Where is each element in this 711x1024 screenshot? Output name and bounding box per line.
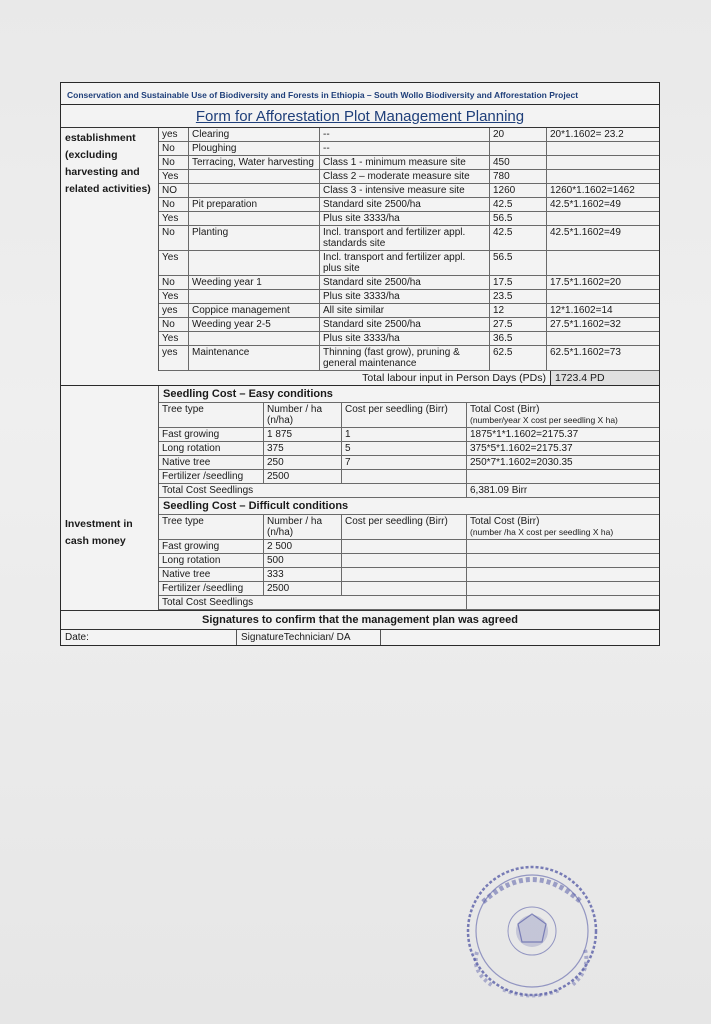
- establishment-row: [159, 318, 659, 332]
- activity-calc: [547, 212, 659, 225]
- official-stamp-icon: [463, 862, 601, 1000]
- difficult-total-row: [159, 596, 659, 610]
- easy-seedling-total: 1875*1*1.1602=2175.37: [470, 429, 579, 440]
- easy-total-label: Total Cost Seedlings: [159, 484, 467, 497]
- establishment-row: [159, 346, 659, 371]
- difficult-rows: [159, 540, 659, 596]
- total-labour-row: [61, 371, 659, 386]
- activity-yes-no: NO: [159, 184, 189, 197]
- difficult-seedling-row: [159, 540, 659, 554]
- activity-name: Ploughing: [189, 142, 320, 155]
- easy-seedling-number: 2500: [264, 470, 342, 483]
- establishment-row: [159, 276, 659, 290]
- activity-calc: 62.5*1.1602=73: [550, 347, 621, 358]
- activity-value: [490, 142, 547, 155]
- signature-field: SignatureTechnician/ DA: [237, 630, 381, 645]
- activity-standard: --: [320, 128, 490, 141]
- activity-value: 780: [490, 170, 547, 183]
- activity-standard: Class 3 - intensive measure site: [320, 184, 490, 197]
- easy-total-row: [159, 484, 659, 498]
- easy-seedling-tree-type: Fast growing: [159, 428, 264, 441]
- difficult-total-label: Total Cost Seedlings: [159, 596, 467, 609]
- difficult-h-total-sub: (number /ha X cost per seedling X ha): [470, 527, 614, 537]
- establishment-row: [159, 212, 659, 226]
- activity-calc: [547, 156, 659, 169]
- establishment-row: [159, 332, 659, 346]
- activity-name: [189, 251, 320, 275]
- activity-calc: 20*1.1602= 23.2: [550, 129, 624, 140]
- difficult-h-total: Total Cost (Birr): [470, 516, 540, 527]
- easy-seedling-cost: 1: [342, 428, 467, 441]
- difficult-h-cost: Cost per seedling (Birr): [342, 515, 467, 539]
- difficult-seedling-total: [467, 582, 659, 595]
- activity-value: 62.5: [490, 346, 547, 370]
- easy-seedling-cost: 7: [342, 456, 467, 469]
- activity-standard: --: [320, 142, 490, 155]
- easy-seedling-number: 375: [264, 442, 342, 455]
- date-field: Date:: [61, 630, 237, 645]
- activity-calc: [547, 332, 659, 345]
- project-header: Conservation and Sustainable Use of Biodiversity and Forests in Ethiopia – South Wollo Biodiversity and Afforestation Project: [61, 83, 659, 105]
- signatures-label: Signatures to confirm that the management plan was agreed: [61, 610, 659, 630]
- establishment-rows: [159, 128, 659, 371]
- activity-standard: Standard site 2500/ha: [320, 318, 490, 331]
- establishment-row: [159, 251, 659, 276]
- establishment-row: [159, 156, 659, 170]
- activity-standard: Thinning (fast grow), pruning & general maintenance: [320, 346, 490, 370]
- activity-value: 23.5: [490, 290, 547, 303]
- difficult-seedling-number: 2 500: [264, 540, 342, 553]
- difficult-seedling-tree-type: Fast growing: [159, 540, 264, 553]
- activity-value: 42.5: [490, 198, 547, 211]
- easy-seedling-row: [159, 456, 659, 470]
- activity-name: Weeding year 2-5: [189, 318, 320, 331]
- activity-yes-no: No: [159, 198, 189, 211]
- activity-value: 36.5: [490, 332, 547, 345]
- activity-name: Terracing, Water harvesting: [189, 156, 320, 169]
- easy-seedling-total: 250*7*1.1602=2030.35: [470, 457, 573, 468]
- difficult-seedling-row: [159, 568, 659, 582]
- establishment-row: [159, 226, 659, 251]
- easy-h-total-sub: (number/year X cost per seedling X ha): [470, 415, 618, 425]
- activity-name: [189, 170, 320, 183]
- easy-h-number: Number / ha (n/ha): [264, 403, 342, 427]
- establishment-section: [61, 128, 659, 371]
- activity-name: Planting: [189, 226, 320, 250]
- activity-value: 1260: [490, 184, 547, 197]
- easy-seedling-cost: 5: [342, 442, 467, 455]
- activity-value: 56.5: [490, 212, 547, 225]
- establishment-label: establishment (excluding harvesting and related activities): [61, 128, 159, 371]
- activity-standard: Incl. transport and fertilizer appl. standards site: [320, 226, 490, 250]
- easy-header-row: [159, 403, 659, 428]
- easy-seedling-row: [159, 442, 659, 456]
- difficult-seedling-cost: [342, 582, 467, 595]
- activity-value: 12: [490, 304, 547, 317]
- activity-yes-no: Yes: [159, 332, 189, 345]
- difficult-seedling-cost: [342, 554, 467, 567]
- activity-yes-no: No: [159, 156, 189, 169]
- activity-yes-no: Yes: [159, 170, 189, 183]
- easy-seedling-number: 1 875: [264, 428, 342, 441]
- investment-label: Investment in cash money: [61, 386, 159, 610]
- signature-footer: [61, 630, 659, 645]
- activity-yes-no: No: [159, 276, 189, 289]
- activity-name: Coppice management: [189, 304, 320, 317]
- difficult-seedling-number: 2500: [264, 582, 342, 595]
- activity-yes-no: yes: [159, 346, 189, 370]
- easy-seedling-tree-type: Native tree: [159, 456, 264, 469]
- activity-standard: Incl. transport and fertilizer appl. plus site: [320, 251, 490, 275]
- activity-standard: Standard site 2500/ha: [320, 198, 490, 211]
- difficult-seedling-cost: [342, 540, 467, 553]
- establishment-row: [159, 198, 659, 212]
- easy-seedling-cost: [342, 470, 467, 483]
- easy-seedling-total: [467, 470, 659, 483]
- difficult-h-number: Number / ha (n/ha): [264, 515, 342, 539]
- difficult-h-tree: Tree type: [159, 515, 264, 539]
- difficult-seedling-cost: [342, 568, 467, 581]
- activity-standard: Class 2 – moderate measure site: [320, 170, 490, 183]
- easy-seedling-number: 250: [264, 456, 342, 469]
- activity-yes-no: No: [159, 318, 189, 331]
- difficult-seedling-row: [159, 582, 659, 596]
- easy-seedling-tree-type: Fertilizer /seedling: [159, 470, 264, 483]
- difficult-header-row: [159, 515, 659, 540]
- total-labour-label: Total labour input in Person Days (PDs): [362, 372, 546, 384]
- activity-name: Weeding year 1: [189, 276, 320, 289]
- form-title: Form for Afforestation Plot Management Planning: [61, 105, 659, 128]
- activity-yes-no: No: [159, 226, 189, 250]
- activity-calc: 27.5*1.1602=32: [550, 319, 621, 330]
- difficult-section-title: Seedling Cost – Difficult conditions: [159, 498, 659, 515]
- difficult-seedling-number: 500: [264, 554, 342, 567]
- establishment-row: [159, 128, 659, 142]
- easy-seedling-total: 375*5*1.1602=2175.37: [470, 443, 573, 454]
- difficult-seedling-total: [467, 554, 659, 567]
- easy-h-tree: Tree type: [159, 403, 264, 427]
- establishment-row: [159, 184, 659, 198]
- total-labour-value: 1723.4 PD: [550, 371, 659, 385]
- afforestation-form: [60, 82, 660, 646]
- activity-yes-no: No: [159, 142, 189, 155]
- establishment-row: [159, 142, 659, 156]
- activity-calc: 17.5*1.1602=20: [550, 277, 621, 288]
- activity-name: [189, 290, 320, 303]
- activity-yes-no: yes: [159, 128, 189, 141]
- establishment-row: [159, 290, 659, 304]
- activity-yes-no: Yes: [159, 290, 189, 303]
- activity-name: Pit preparation: [189, 198, 320, 211]
- difficult-seedling-tree-type: Native tree: [159, 568, 264, 581]
- easy-total-value: 6,381.09 Birr: [470, 485, 528, 496]
- activity-yes-no: Yes: [159, 212, 189, 225]
- activity-name: Clearing: [189, 128, 320, 141]
- activity-calc: 42.5*1.1602=49: [550, 227, 621, 238]
- activity-standard: Plus site 3333/ha: [320, 290, 490, 303]
- easy-section-title: Seedling Cost – Easy conditions: [159, 386, 659, 403]
- activity-yes-no: yes: [159, 304, 189, 317]
- easy-rows: [159, 428, 659, 484]
- difficult-seedling-total: [467, 568, 659, 581]
- difficult-seedling-tree-type: Fertilizer /seedling: [159, 582, 264, 595]
- difficult-seedling-number: 333: [264, 568, 342, 581]
- difficult-seedling-tree-type: Long rotation: [159, 554, 264, 567]
- activity-value: 42.5: [490, 226, 547, 250]
- activity-calc: 1260*1.1602=1462: [550, 185, 635, 196]
- difficult-seedling-row: [159, 554, 659, 568]
- activity-standard: Plus site 3333/ha: [320, 212, 490, 225]
- difficult-seedling-total: [467, 540, 659, 553]
- easy-h-total: Total Cost (Birr): [470, 404, 540, 415]
- activity-name: [189, 184, 320, 197]
- investment-section: [61, 386, 659, 610]
- activity-standard: Class 1 - minimum measure site: [320, 156, 490, 169]
- activity-standard: Standard site 2500/ha: [320, 276, 490, 289]
- activity-value: 450: [490, 156, 547, 169]
- activity-calc: [547, 170, 659, 183]
- activity-value: 20: [490, 128, 547, 141]
- activity-yes-no: Yes: [159, 251, 189, 275]
- easy-seedling-tree-type: Long rotation: [159, 442, 264, 455]
- easy-seedling-row: [159, 428, 659, 442]
- activity-calc: [547, 290, 659, 303]
- easy-h-cost: Cost per seedling (Birr): [342, 403, 467, 427]
- easy-seedling-row: [159, 470, 659, 484]
- activity-calc: [547, 142, 659, 155]
- activity-value: 56.5: [490, 251, 547, 275]
- establishment-row: [159, 304, 659, 318]
- activity-calc: [547, 251, 659, 275]
- activity-standard: All site similar: [320, 304, 490, 317]
- activity-calc: 12*1.1602=14: [550, 305, 613, 316]
- activity-name: [189, 332, 320, 345]
- activity-name: Maintenance: [189, 346, 320, 370]
- activity-calc: 42.5*1.1602=49: [550, 199, 621, 210]
- activity-name: [189, 212, 320, 225]
- activity-value: 27.5: [490, 318, 547, 331]
- establishment-row: [159, 170, 659, 184]
- activity-value: 17.5: [490, 276, 547, 289]
- activity-standard: Plus site 3333/ha: [320, 332, 490, 345]
